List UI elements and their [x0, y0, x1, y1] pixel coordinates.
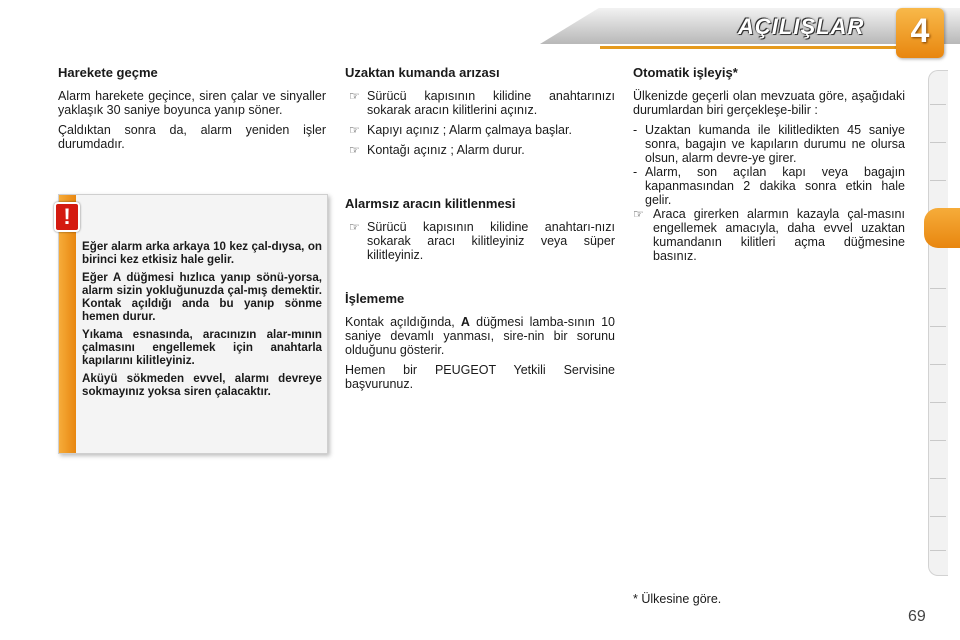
- chapter-badge: [896, 8, 944, 58]
- list-item: [633, 165, 905, 207]
- paragraph: Hemen bir PEUGEOT Yetkili Servisine başvurunuz.: [345, 363, 615, 391]
- warning-text: [82, 240, 322, 403]
- section-title-no-alarm-lock: Alarmsız aracın kilitlenmesi: [345, 196, 516, 211]
- section-title-malfunction: İşlememe: [345, 291, 405, 306]
- paragraph: Çaldıktan sonra da, alarm yeniden işler durumdadır.: [58, 123, 326, 151]
- tab-divider: [930, 550, 946, 551]
- list-item: [345, 89, 615, 117]
- section-title-harekete: Harekete geçme: [58, 65, 158, 80]
- section-title-remote-failure: Uzaktan kumanda arızası: [345, 65, 500, 80]
- page-header: [0, 0, 960, 60]
- dash-marker: -: [633, 123, 638, 137]
- chapter-number: 4: [910, 12, 930, 50]
- hand-pointer-icon: ☞: [633, 207, 644, 221]
- tab-divider: [930, 478, 946, 479]
- warning-line: Yıkama esnasında, aracınızın alar-mının çalmasını engellemek için anahtarla kapılarını kilitleyiniz.: [82, 328, 322, 367]
- warning-line: Aküyü sökmeden evvel, alarmı devreye sokmayınız yoksa siren çalacaktır.: [82, 372, 322, 398]
- header-underline: [600, 46, 900, 49]
- list-item: [345, 220, 615, 262]
- right-column: [633, 66, 905, 269]
- list-item-text: Alarm, son açılan kapı veya bagajın kapanmasından 2 dakika sonra etkin hale gelir.: [645, 165, 905, 207]
- hand-pointer-icon: ☞: [349, 220, 360, 234]
- paragraph: Ülkenizde geçerli olan mevzuata göre, aşağıdaki durumlardan biri gerçekleşe-bilir :: [633, 89, 905, 117]
- hand-pointer-icon: ☞: [349, 143, 360, 157]
- tab-divider: [930, 440, 946, 441]
- tab-divider: [930, 326, 946, 327]
- list-item: [633, 207, 905, 263]
- warning-line: Eğer A düğmesi hızlıca yanıp sönü-yorsa, alarm sizin yokluğunuzda çal-mış demektir. Kontak açıldığı anda bu yanıp sönme hemen durur.: [82, 271, 322, 323]
- page-number: 69: [908, 608, 926, 625]
- chapter-title: AÇILIŞLAR: [738, 14, 865, 39]
- active-chapter-tab: [924, 208, 960, 248]
- dash-marker: -: [633, 165, 638, 179]
- list-item-text: Kontağı açınız ; Alarm durur.: [367, 143, 525, 157]
- left-column: [58, 66, 326, 157]
- list-item-text: Sürücü kapısının kilidine anahtarınızı sokarak aracın kilitlerini açınız.: [367, 89, 615, 117]
- middle-column: [345, 66, 615, 397]
- hand-pointer-icon: ☞: [349, 89, 360, 103]
- warning-icon: !: [54, 202, 80, 232]
- paragraph-text: Kontak açıldığında,: [345, 315, 455, 329]
- hand-pointer-icon: ☞: [349, 123, 360, 137]
- tab-divider: [930, 104, 946, 105]
- paragraph: [345, 315, 615, 357]
- paragraph: Alarm harekete geçince, siren çalar ve sinyaller yaklaşık 30 saniye boyunca yanıp söner.: [58, 89, 326, 117]
- tab-divider: [930, 364, 946, 365]
- warning-line: Eğer alarm arka arkaya 10 kez çal-dıysa, on birinci kez etkisiz hale gelir.: [82, 240, 322, 266]
- list-item: [633, 123, 905, 165]
- list-item-text: Kapıyı açınız ; Alarm çalmaya başlar.: [367, 123, 572, 137]
- chapter-tab-strip: [928, 70, 948, 576]
- tab-divider: [930, 288, 946, 289]
- button-reference: A: [460, 315, 470, 329]
- tab-divider: [930, 516, 946, 517]
- tab-divider: [930, 402, 946, 403]
- list-item: [345, 143, 615, 157]
- section-title-automatic: Otomatik işleyiş*: [633, 65, 738, 80]
- footnote: * Ülkesine göre.: [633, 592, 722, 606]
- list-item-text: Araca girerken alarmın kazayla çal-masını engellemek amacıyla, daha evvel uzaktan kumandanın kilitleri açma düğmesine basınız.: [653, 207, 905, 263]
- list-item-text: Sürücü kapısının kilidine anahtarı-nızı sokarak aracı kilitleyiniz veya süper kilitleyiniz.: [367, 220, 615, 262]
- tab-divider: [930, 180, 946, 181]
- tab-divider: [930, 142, 946, 143]
- paragraph-text: düğmesi lamba-sının 10 saniye devamlı yanması, sire-nin bir sorunu olduğunu gösterir.: [345, 315, 615, 357]
- warning-accent-bar: [59, 195, 76, 453]
- list-item: [345, 123, 615, 137]
- list-item-text: Uzaktan kumanda ile kilitledikten 45 saniye sonra, bagajın ve kapıların durumu ne olursa olsun, alarm devre-ye girer.: [645, 123, 905, 165]
